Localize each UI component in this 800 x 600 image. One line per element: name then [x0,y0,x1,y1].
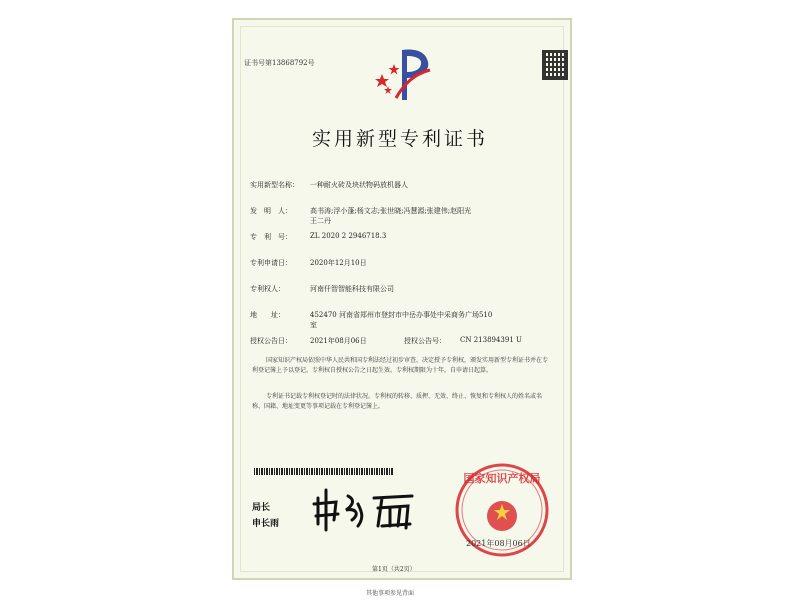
signature-title: 局长 [252,503,271,513]
filing-date-value: 2020年12月10日 [310,259,367,267]
certificate-title: 实用新型专利证书 [312,128,489,150]
filing-date-label: 专利申请日： [250,259,292,267]
grant-number-label: 授权公告号： [404,337,446,345]
patent-certificate [232,18,572,580]
address-label: 地 址： [250,311,285,319]
inventor-value-continued: 王二丹 [310,217,331,225]
grant-date-value: 2021年08月06日 [310,337,367,345]
footer-note: 其他事项参见背面 [366,590,415,597]
utility-name-label: 实用新型名称： [250,181,299,189]
inventor-label: 发 明 人： [250,207,292,215]
patent-logo-icon [374,44,434,106]
page-info: 第1页（共2页） [372,566,416,573]
inventor-value: 高书涛;浮小蓬;杨文志;张世晓;冯慧源;张建伟;赵阳光 [310,207,472,215]
seal-date: 2021年08月06日 [466,539,531,548]
signatory-name: 申长雨 [252,519,280,529]
qr-code-icon [542,50,568,80]
grant-number-value: CN 213894391 U [460,336,522,344]
certificate-number: 证书号第13868792号 [244,59,315,67]
legal-status-paragraph: 专利证书记载专利权登记时的法律状况。专利权的转移、质押、无效、终止、恢复和专利权人的姓名或名称、国籍、地址变更等事项记载在专利登记簿上。 [252,393,543,410]
patent-number-label: 专 利 号： [250,233,292,241]
patent-holder-label: 专利权人： [250,285,285,293]
grant-paragraph: 国家知识产权局依照中华人民共和国专利法经过初步审查，决定授予专利权，颁发实用新型专利证书并在专利登记簿上予以登记。专利权自授权公告之日起生效。专利权期限为十年，自申请日起算。 [252,357,549,374]
barcode-icon [254,468,394,475]
svg-text:国家知识产权局: 国家知识产权局 [463,472,541,485]
utility-name-value: 一种耐火砖及块状物码放机器人 [310,181,408,189]
patent-holder-value: 河南仟智智能科技有限公司 [310,285,394,293]
address-value: 452470 河南省郑州市登封市中岳办事处中采商务广场510 [310,311,493,319]
grant-date-label: 授权公告日： [250,337,292,345]
handwritten-signature [312,486,422,538]
address-value-continued: 室 [310,321,317,329]
patent-number-value: ZL 2020 2 2946718.3 [310,232,387,240]
